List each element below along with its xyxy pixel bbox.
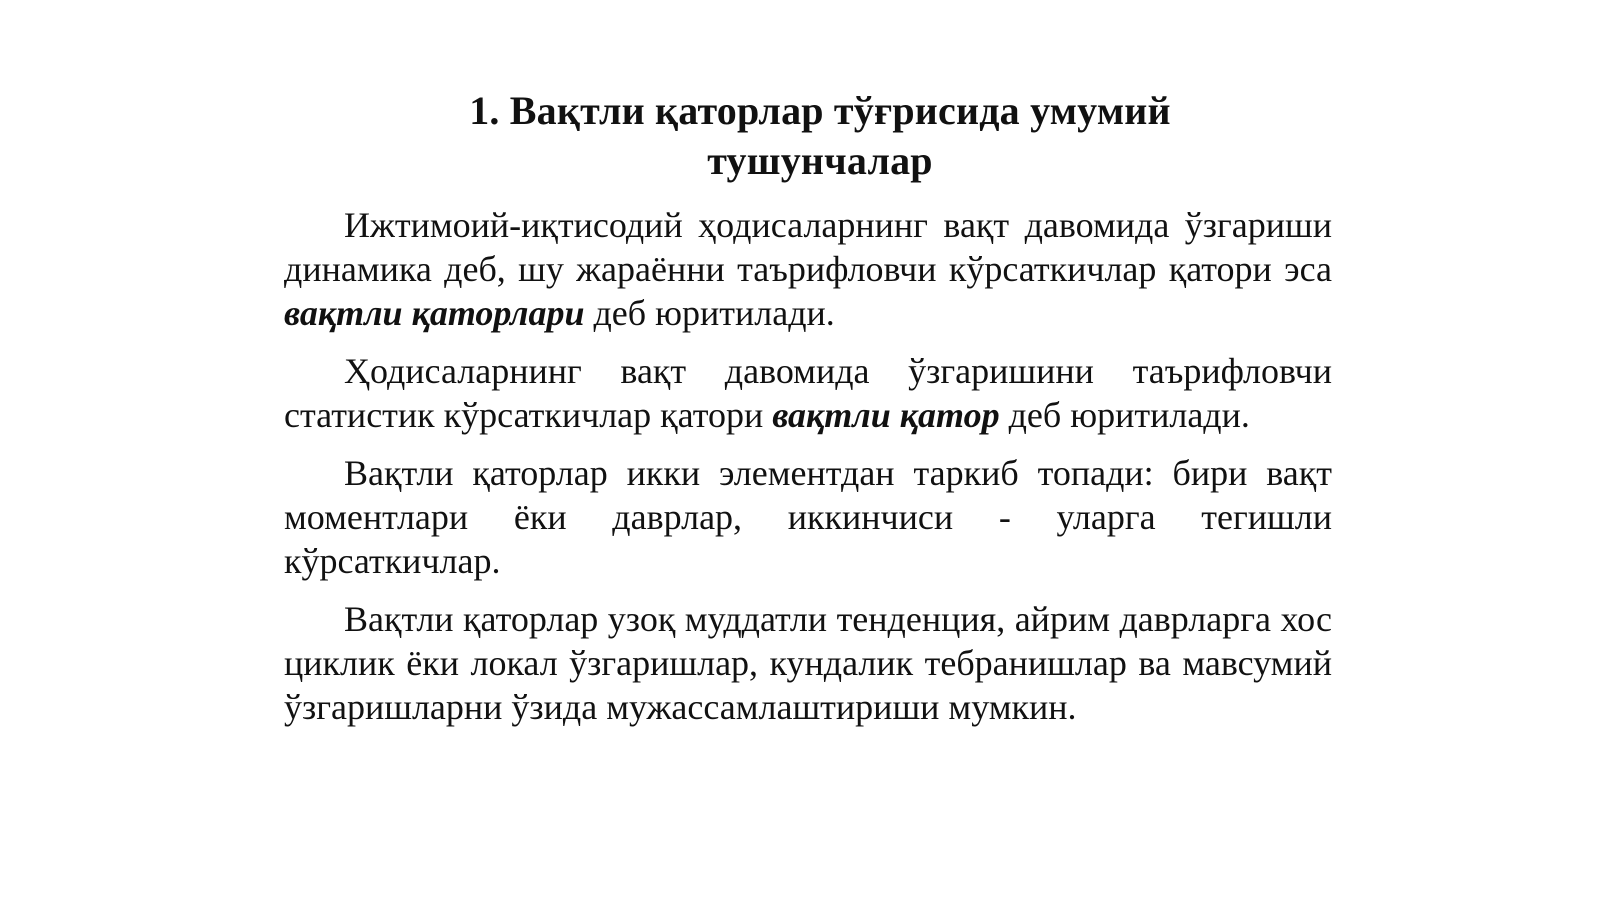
paragraph-1-text: Ижтимоий-иқтисодий ҳодисаларнинг вақт давомида ўзгариши динамика деб, шу жараённи таърифловчи кўрсаткичлар қатори эса (284, 205, 1332, 289)
paragraph-dynamics-definition (284, 203, 1332, 335)
paragraph-1-ending: деб юритилади. (584, 293, 835, 333)
slide-title-line-2: тушунчалар (707, 138, 933, 183)
paragraph-time-series-definition (284, 349, 1332, 437)
paragraph-2-emphasis: вақтли қатор (772, 395, 1000, 435)
slide-body (284, 203, 1332, 743)
paragraph-time-series-elements (284, 451, 1332, 583)
slide-title (330, 86, 1310, 186)
paragraph-3-text: Вақтли қаторлар икки элементдан таркиб топади: бири вақт моментлари ёки даврлар, иккинчиси - уларга тегишли кўрсаткичлар. (284, 453, 1332, 581)
paragraph-2-ending: деб юритилади. (999, 395, 1250, 435)
paragraph-time-series-components (284, 597, 1332, 729)
paragraph-2-text: Ҳодисаларнинг вақт давомида ўзгаришини таърифловчи статистик кўрсаткичлар қатори (284, 351, 1332, 435)
paragraph-4-text: Вақтли қаторлар узоқ муддатли тенденция, айрим даврларга хос циклик ёки локал ўзгаришлар, кундалик тебранишлар ва мавсумий ўзгаришларни ўзида мужассамлаштириши мумкин. (284, 599, 1332, 727)
paragraph-1-emphasis: вақтли қаторлари (284, 293, 585, 333)
slide-title-line-1: 1. Вақтли қаторлар тўғрисида умумий (469, 88, 1171, 133)
